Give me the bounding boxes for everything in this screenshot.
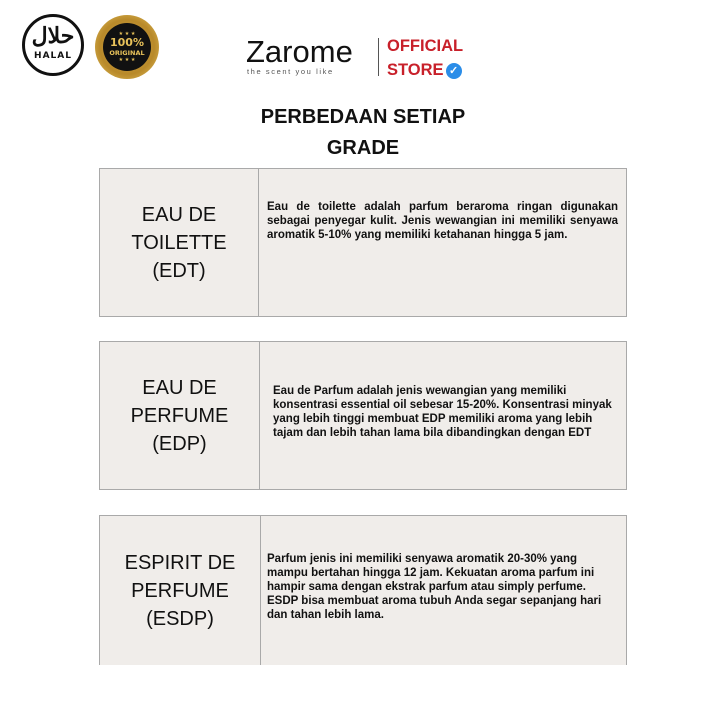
page-title	[0, 102, 726, 164]
seal-stars: ★ ★ ★	[118, 31, 136, 37]
seal-percent: 100%	[110, 36, 144, 49]
brand-tagline: the scent you like	[247, 67, 334, 76]
brand-logo: Zarome	[246, 34, 353, 69]
halal-label: HALAL	[34, 51, 72, 61]
title-line-1: PERBEDAAN SETIAP	[260, 106, 466, 128]
grade-name: ESPIRIT DE PERFUME (ESDP)	[100, 516, 261, 665]
seal-label: ORIGINAL	[109, 49, 145, 57]
store-text: STORE	[387, 61, 444, 79]
grade-card-esdp	[99, 515, 627, 665]
halal-arabic-text: حلال	[31, 23, 75, 49]
grade-name: EAU DE PERFUME (EDP)	[100, 342, 260, 489]
seal-stars: ★ ★ ★	[118, 57, 136, 63]
grade-description: Eau de Parfum adalah jenis wewangian yang memiliki konsentrasi essential oil sebesar 15-20%. Konsentrasi minyak yang lebih tinggi membuat EDP memiliki aroma yang lebih tajam dan lebih tahan lama bila dibandingkan dengan EDT	[273, 384, 612, 439]
original-seal	[95, 15, 159, 79]
divider	[378, 38, 379, 76]
check-badge-icon: ✓	[446, 63, 462, 79]
grade-description: Eau de toilette adalah parfum beraroma ringan digunakan sebagai penyegar kulit. Jenis wewangian ini memiliki senyawa aromatik 5-10% yang memiliki ketahanan hingga 5 jam.	[267, 200, 618, 241]
official-text: OFFICIAL	[387, 37, 464, 55]
grade-card-edp	[99, 341, 627, 490]
title-line-2: GRADE	[326, 137, 400, 159]
official-store-badge	[387, 34, 463, 82]
halal-logo	[22, 14, 84, 76]
grade-card-edt	[99, 168, 627, 317]
grade-description: Parfum jenis ini memiliki senyawa aromatik 20-30% yang mampu bertahan hingga 12 jam. Kekuatan aroma parfum ini hampir sama dengan ekstrak parfum atau simply perfume. ESDP bisa membuat aroma tubuh Anda segar sepanjang hari dan tahan lebih lama.	[267, 552, 602, 621]
grade-name: EAU DE TOILETTE (EDT)	[100, 169, 259, 316]
